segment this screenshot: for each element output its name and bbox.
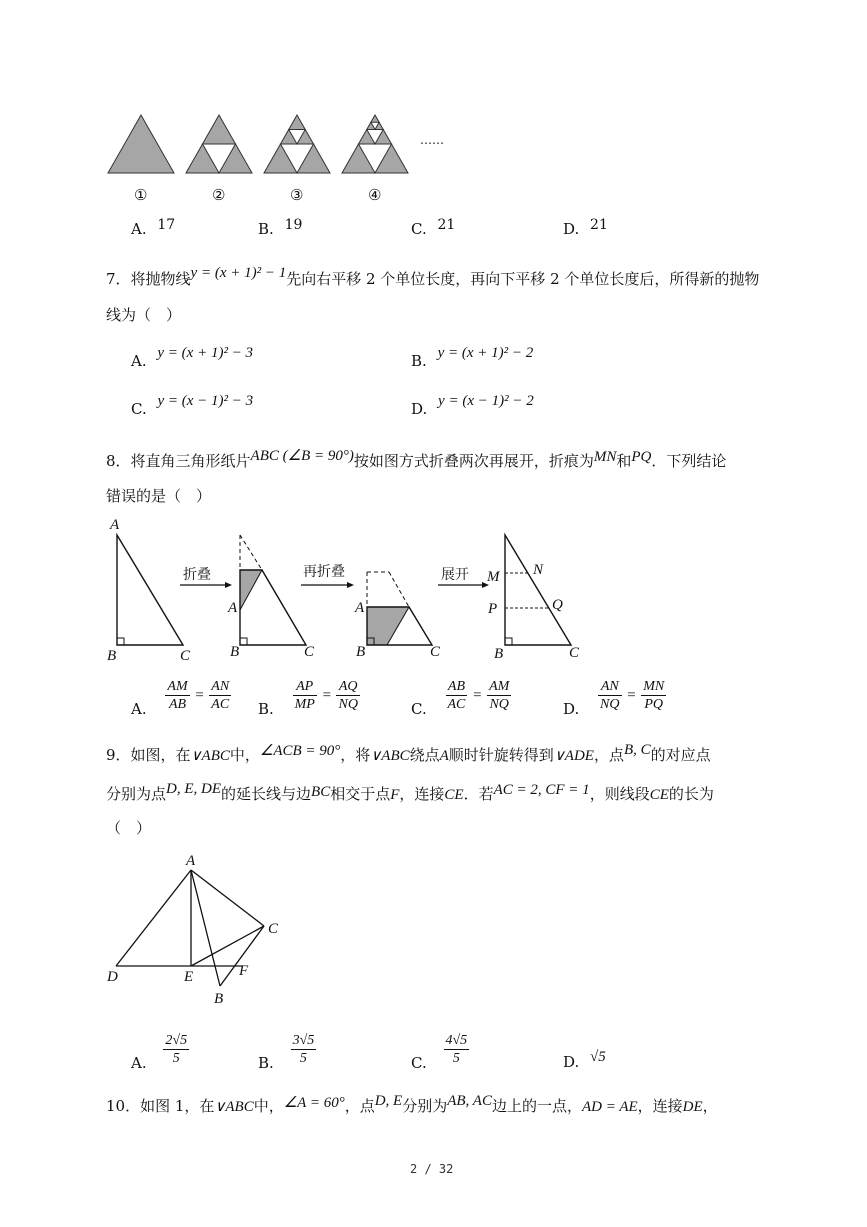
q10-de: D, E [374, 1093, 403, 1109]
label-e: E [184, 969, 194, 985]
q8-option-b[interactable]: B. $\frac{AP}{MP}$ = $\frac{AQ}{NQ}$ [258, 679, 358, 718]
label-a: A [110, 517, 120, 533]
option-value: 21 [590, 217, 608, 233]
option-value: 19 [284, 217, 303, 233]
arrow-label-refold: 再折叠 [303, 564, 345, 580]
q10-tri: ∨ABC [214, 1099, 254, 1115]
fraction-left: $\frac{AN}{NQ}$ [600, 679, 620, 712]
fraction-right: $\frac{AQ}{NQ}$ [338, 679, 358, 712]
q9-point-f: F [390, 787, 400, 803]
option-formula: y = (x − 1)² − 2 [438, 393, 534, 409]
q9-tri-abc-2: ∨ABC [370, 748, 410, 764]
option-letter: B. [411, 352, 427, 370]
q8-option-a[interactable]: A. $\frac{AM}{AB}$ = $\frac{AN}{AC}$ [131, 679, 230, 718]
fraction-left: $\frac{AP}{MP}$ [294, 679, 315, 712]
label-p: P [488, 601, 498, 617]
q7-stem-line1 [106, 265, 760, 289]
q8-triangle-unfolded [486, 535, 580, 662]
q8-triangle-original [107, 517, 191, 664]
q9-ce-2: CE [649, 787, 669, 803]
q9-given: AC = 2, CF = 1 [493, 782, 590, 798]
q9-stem-line3: （ ） [106, 819, 152, 837]
q8-pq: PQ [631, 449, 652, 465]
figure-label-4: ④ [368, 186, 382, 204]
q9-angle: ∠ACB = 90° [259, 743, 341, 759]
option-letter: C. [411, 220, 427, 238]
option-value: 21 [437, 217, 456, 233]
arrow-refold [301, 563, 354, 588]
q9-de-list: D, E, DE [166, 781, 222, 797]
arrow-unfold [438, 567, 489, 588]
triangle-figure-3 [264, 115, 330, 173]
label-d: D [107, 969, 118, 985]
q9-point-a: A [439, 748, 449, 764]
fraction-right: $\frac{AM}{NQ}$ [489, 679, 510, 712]
figure-label-1: ① [134, 186, 148, 204]
option-letter: D. [563, 1053, 580, 1071]
figure-ellipsis: …… [420, 133, 444, 147]
fraction-right: $\frac{AN}{AC}$ [211, 679, 230, 712]
q8-suffix: ．下列结论 [651, 452, 727, 470]
option-letter: A. [131, 1053, 147, 1072]
option-formula: y = (x − 1)² − 3 [157, 393, 254, 409]
q8-mn: MN [593, 449, 617, 465]
option-formula: y = (x + 1)² − 3 [157, 345, 254, 361]
q9-stem-line2: 分别为点D, E, DE的延长线与边BC相交于点F，连接CE．若AC = 2, CF = 1，则线段CE的长为 [106, 781, 714, 803]
option-letter: D. [411, 400, 428, 418]
option-letter: B. [258, 220, 274, 238]
q7-suffix: 先向右平移 2 个单位长度，再向下平移 2 个单位长度后，所得新的抛物 [286, 270, 760, 288]
label-c: C [180, 648, 191, 664]
fraction-left: $\frac{AM}{AB}$ [167, 679, 188, 712]
option-letter: B. [258, 699, 274, 718]
q8-and: 和 [616, 452, 632, 470]
option-letter: D. [563, 699, 580, 718]
arrow-label-fold: 折叠 [183, 567, 211, 583]
label-b: B [494, 646, 504, 662]
label-b: B [214, 991, 224, 1007]
q10-sides: AB, AC [447, 1093, 492, 1109]
q7-option-c[interactable] [131, 393, 254, 419]
option-letter: C. [131, 400, 147, 418]
q8-folding-diagram [0, 510, 867, 670]
page-number: 2 / 32 [410, 1162, 454, 1176]
q7-prefix: 7．将抛物线 [106, 270, 191, 288]
figure-label-3: ③ [290, 186, 304, 204]
label-a: A [355, 600, 365, 616]
q6-option-d[interactable] [563, 217, 608, 238]
q6-option-a[interactable] [131, 217, 176, 238]
arrow-fold [180, 566, 232, 588]
label-c: C [268, 921, 279, 937]
q10-angle: ∠A = 60° [283, 1095, 345, 1111]
arrow-label-unfold: 展开 [441, 567, 469, 583]
option-fraction: $\frac{4√5}{5}$ [445, 1033, 468, 1066]
label-b: B [107, 648, 117, 664]
label-q: Q [552, 597, 563, 613]
option-letter: A. [131, 352, 147, 370]
q8-stem-line2: 错误的是（ ） [106, 487, 212, 505]
option-letter: C. [411, 1053, 427, 1072]
q9-ce: CE [444, 787, 464, 803]
q10-stem-line1: 10．如图 1，在∨ABC中，∠A = 60°，点D, E分别为AB, AC边上的一点，AD = AE，连接DE， [106, 1093, 718, 1115]
q7-option-a[interactable] [131, 345, 254, 371]
triangle-figure-1 [108, 115, 174, 173]
q9-tri-ade: ∨ADE [553, 748, 594, 764]
q8-middle: 按如图方式折叠两次再展开，折痕为 [353, 452, 594, 470]
label-a: A [186, 853, 196, 869]
q7-option-d[interactable] [411, 393, 534, 419]
q6-option-b[interactable] [258, 217, 303, 238]
q7-stem-line2: 线为（ ） [106, 306, 182, 324]
q9-option-b[interactable] [258, 1032, 316, 1072]
q10-line: DE [682, 1099, 703, 1115]
label-b: B [230, 644, 240, 660]
q8-triangle-fold1 [227, 535, 315, 660]
label-m: M [487, 569, 500, 585]
option-letter: A. [131, 220, 147, 238]
option-letter: C. [411, 699, 427, 718]
q7-formula: y = (x + 1)² − 1 [190, 265, 287, 281]
option-value: 17 [157, 217, 176, 233]
option-letter: A. [131, 699, 147, 718]
option-formula: y = (x + 1)² − 2 [437, 345, 534, 361]
label-b: B [356, 644, 366, 660]
option-letter: D. [563, 220, 580, 238]
label-c: C [430, 644, 441, 660]
q10-eq: AD = AE [581, 1099, 638, 1115]
q9-option-a[interactable] [131, 1032, 189, 1072]
q6-option-c[interactable] [411, 217, 456, 238]
option-fraction: $\frac{3√5}{5}$ [292, 1033, 315, 1066]
label-f: F [239, 963, 249, 979]
q7-option-b[interactable] [411, 345, 534, 371]
fraction-right: $\frac{MN}{PQ}$ [643, 679, 665, 712]
q9-rotation-diagram [0, 840, 867, 1010]
q8-prefix: 8．将直角三角形纸片 [106, 452, 251, 470]
option-letter: B. [258, 1053, 274, 1072]
q9-bc-side: BC [311, 784, 331, 800]
q8-formula: ABC (∠B = 90°) [250, 448, 354, 464]
q9-tri-abc: ∨ABC [190, 748, 230, 764]
q8-option-d[interactable]: D. $\frac{AN}{NQ}$ = $\frac{MN}{PQ}$ [563, 679, 665, 718]
q9-option-c[interactable] [411, 1032, 469, 1072]
sierpinski-figures [0, 0, 867, 210]
q9-stem-line1: 9．如图，在∨ABC中，∠ACB = 90°，将∨ABC绕点A顺时针旋转得到∨ADE，点B, C的对应点 [106, 742, 711, 764]
q8-triangle-fold2 [354, 572, 441, 660]
fraction-left: $\frac{AB}{AC}$ [447, 679, 466, 712]
q8-option-c[interactable]: C. $\frac{AB}{AC}$ = $\frac{AM}{NQ}$ [411, 679, 510, 718]
triangle-figure-2 [186, 115, 252, 173]
q9-bc: B, C [623, 742, 651, 758]
q8-stem-line1 [106, 450, 726, 471]
figure-label-2: ② [212, 186, 226, 204]
triangle-figure-4 [342, 115, 408, 173]
label-n: N [533, 562, 544, 578]
label-c: C [569, 645, 580, 661]
option-fraction: $\frac{2√5}{5}$ [165, 1033, 188, 1066]
label-c: C [304, 644, 315, 660]
q9-option-d[interactable] [563, 1049, 606, 1072]
option-value: √5 [590, 1049, 606, 1065]
label-a: A [228, 600, 238, 616]
